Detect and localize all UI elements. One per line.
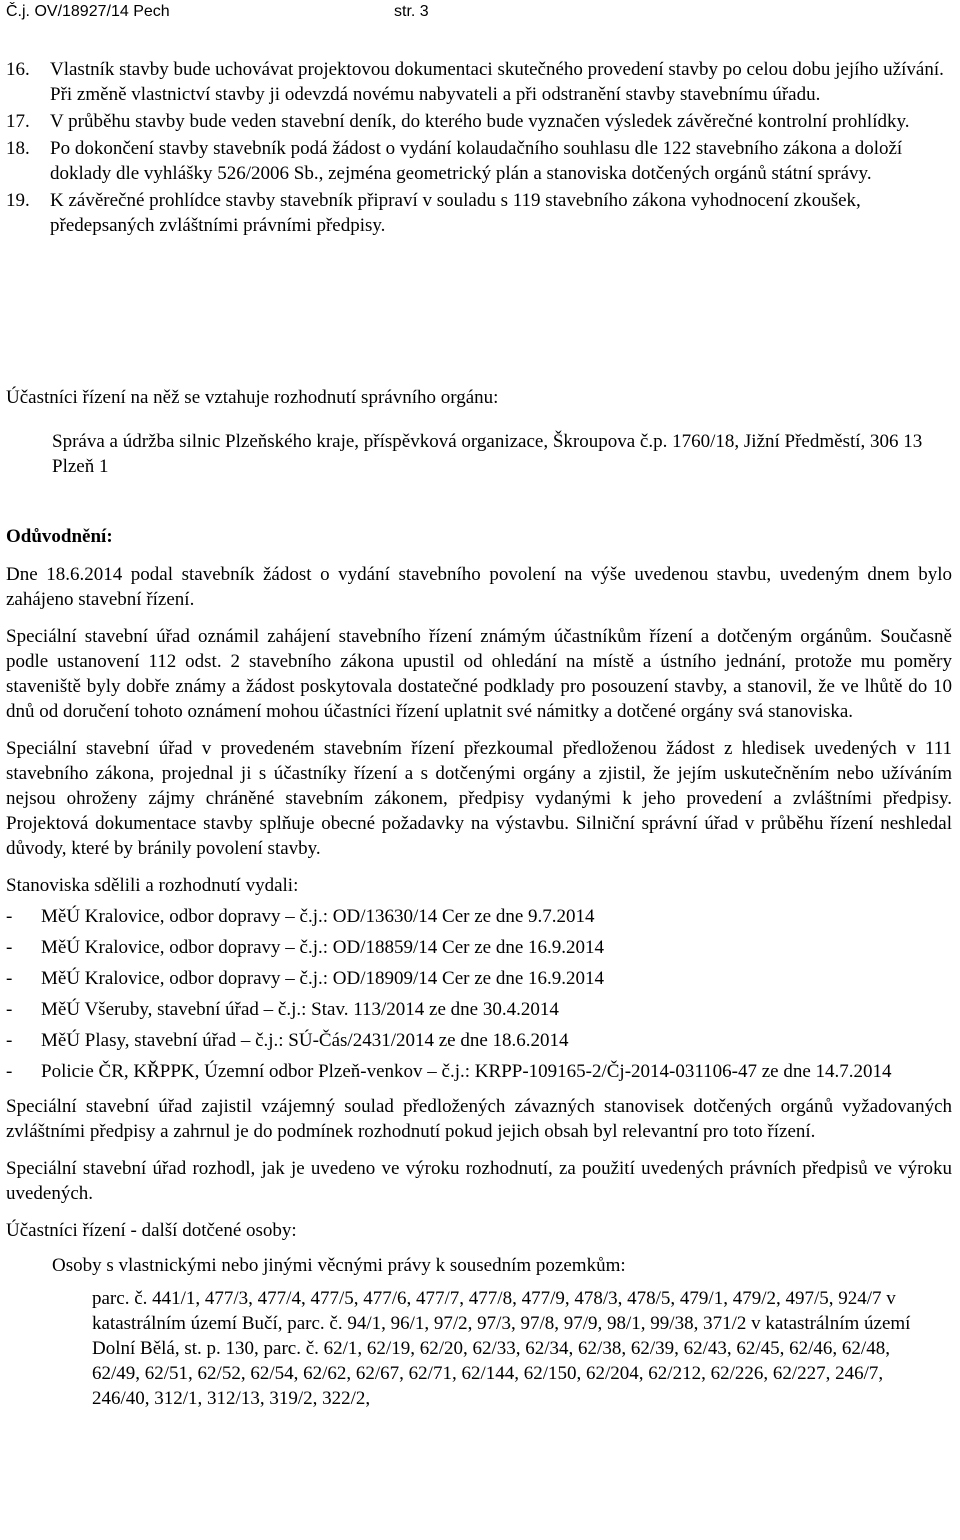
opinion-text: MěÚ Kralovice, odbor dopravy – č.j.: OD/18859/14 Cer ze dne 16.9.2014 (41, 937, 605, 958)
page-header (6, 2, 429, 22)
opinion-item (6, 997, 952, 1022)
condition-text: K závěrečné prohlídce stavby stavebník připraví v souladu s 119 stavebního zákona vyhodnocení zkoušek, předepsaných zvláštními právními předpisy. (50, 190, 861, 236)
reasoning-paragraph: Speciální stavební úřad rozhodl, jak je uvedeno ve výroku rozhodnutí, za použití uvedených právních předpisů ve výroku uvedených. (6, 1158, 952, 1204)
opinion-text: MěÚ Plasy, stavební úřad – č.j.: SÚ-Čás/2431/2014 ze dne 18.6.2014 (41, 1030, 569, 1051)
reference-number: Č.j. OV/18927/14 Pech (6, 3, 170, 20)
dash-bullet: - (6, 968, 13, 989)
dash-bullet: - (6, 999, 13, 1020)
reasoning-paragraph: Dne 18.6.2014 podal stavebník žádost o vydání stavebního povolení na výše uvedenou stavbu, uvedeným dnem bylo zahájeno stavební řízení. (6, 564, 952, 610)
opinion-item (6, 1028, 952, 1053)
dash-bullet: - (6, 937, 13, 958)
participant-entity: Správa a údržba silnic Plzeňského kraje, příspěvková organizace, Škroupova č.p. 1760/18, Jižní Předměstí, 306 13 Plzeň 1 (52, 431, 923, 477)
condition-item (6, 57, 946, 107)
condition-text: Po dokončení stavby stavebník podá žádost o vydání kolaudačního souhlasu dle 122 stavebního zákona a doloží doklady dle vyhlášky 526/2006 Sb., zejména geometrický plán a stanoviska dotčených orgánů státní správy. (50, 138, 903, 184)
opinion-text: MěÚ Všeruby, stavební úřad – č.j.: Stav. 113/2014 ze dne 30.4.2014 (41, 999, 559, 1020)
reasoning-heading: Odůvodnění: (6, 526, 113, 547)
condition-number: 19. (6, 190, 30, 211)
opinions-heading: Stanoviska sdělili a rozhodnutí vydali: (6, 875, 299, 896)
condition-item (6, 109, 946, 134)
opinion-item (6, 1059, 952, 1084)
conditions-list (6, 57, 946, 240)
opinion-item (6, 904, 952, 929)
page-number: str. 3 (394, 3, 429, 20)
dash-bullet: - (6, 906, 13, 927)
opinions-list (6, 904, 952, 1084)
reasoning-paragraph: Speciální stavební úřad oznámil zahájení stavebního řízení známým účastníkům řízení a dotčeným orgánům. Současně podle ustanovení 112 odst. 2 stavebního zákona upustil od ohledání na místě a ústního jednání, protože mu poměry staveniště byly dobře známy a žádost poskytovala dostatečné podklady pro posouzení stavby, a stanovil, že ve lhůtě do 10 dnů od doručení tohoto oznámení mohou účastníci řízení uplatnit své námitky a dotčené orgány svá stanoviska. (6, 626, 952, 722)
reasoning-section (6, 524, 952, 1411)
condition-number: 17. (6, 111, 30, 132)
opinion-text: MěÚ Kralovice, odbor dopravy – č.j.: OD/18909/14 Cer ze dne 16.9.2014 (41, 968, 605, 989)
condition-number: 18. (6, 138, 30, 159)
dash-bullet: - (6, 1061, 13, 1082)
parcel-list: parc. č. 441/1, 477/3, 477/4, 477/5, 477/6, 477/7, 477/8, 477/9, 478/3, 478/5, 479/1, 479/2, 497/5, 924/7 v katastrálním území Bučí, parc. č. 94/1, 96/1, 97/2, 97/3, 97/8, 97/9, 98/1, 99/38, 371/2 v katastrálním území Dolní Bělá, st. p. 130, parc. č. 62/1, 62/19, 62/20, 62/33, 62/34, 62/38, 62/39, 62/43, 62/45, 62/46, 62/48, 62/49, 62/51, 62/52, 62/54, 62/62, 62/67, 62/71, 62/144, 62/150, 62/204, 62/212, 62/226, 62/227, 246/7, 246/40, 312/1, 312/13, 319/2, 322/2, (92, 1288, 911, 1409)
opinion-item (6, 966, 952, 991)
participants-heading: Účastníci řízení na něž se vztahuje rozhodnutí správního orgánu: (6, 387, 499, 408)
condition-text: V průběhu stavby bude veden stavební deník, do kterého bude vyznačen výsledek závěrečné kontrolní prohlídky. (50, 111, 910, 132)
condition-text: Vlastník stavby bude uchovávat projektovou dokumentaci skutečného provedení stavby po celou dobu jejího užívání. Při změně vlastnictví stavby ji odevzdá novému nabyvateli a při odstranění stavby stavebnímu úřadu. (50, 59, 944, 105)
opinion-text: Policie ČR, KŘPPK, Územní odbor Plzeň-venkov – č.j.: KRPP-109165-2/Čj-2014-031106-47 ze dne 14.7.2014 (41, 1061, 892, 1082)
owners-heading: Osoby s vlastnickými nebo jinými věcnými právy k sousedním pozemkům: (52, 1255, 626, 1276)
condition-item (6, 188, 946, 238)
opinion-text: MěÚ Kralovice, odbor dopravy – č.j.: OD/13630/14 Cer ze dne 9.7.2014 (41, 906, 595, 927)
condition-item (6, 136, 946, 186)
other-parties-heading: Účastníci řízení - další dotčené osoby: (6, 1220, 297, 1241)
dash-bullet: - (6, 1030, 13, 1051)
reasoning-paragraph: Speciální stavební úřad v provedeném stavebním řízení přezkoumal předloženou žádost z hledisek uvedených v 111 stavebního zákona, projednal ji s účastníky řízení a s dotčenými orgány a zjistil, že jejím uskutečněním nebo užíváním nejsou ohroženy zájmy chráněné stavebním zákonem, předpisy vydanými k jeho provedení a zvláštními předpisy. Projektová dokumentace stavby splňuje obecné požadavky na výstavbu. Silniční správní úřad v průběhu řízení neshledal důvody, které by bránily povolení stavby. (6, 738, 952, 859)
participants-section (6, 385, 952, 479)
reasoning-paragraph: Speciální stavební úřad zajistil vzájemný soulad předložených závazných stanovisek dotčených orgánů vyžadovaných zvláštními předpisy a zahrnul je do podmínek rozhodnutí pokud jejich obsah byl relevantní pro toto řízení. (6, 1096, 952, 1142)
condition-number: 16. (6, 59, 30, 80)
opinion-item (6, 935, 952, 960)
